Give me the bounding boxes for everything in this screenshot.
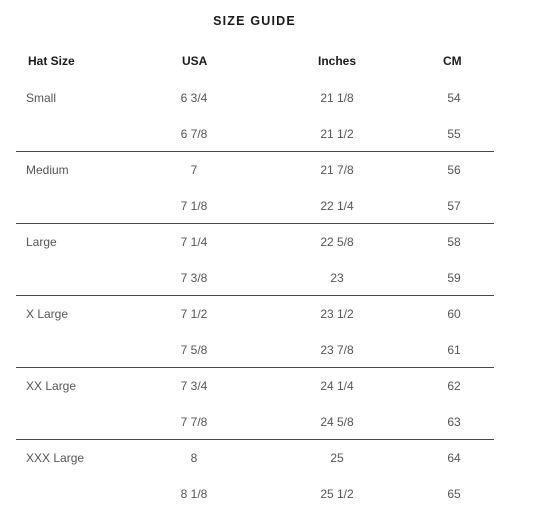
size-label: Small [26,91,57,105]
inches-value: 24 5/8 [320,415,354,429]
cm-value: 54 [447,91,461,105]
size-group-medium [0,152,533,224]
usa-value: 6 3/4 [180,91,208,105]
usa-value: 7 1/4 [180,235,208,249]
inches-value: 24 1/4 [320,379,354,393]
cm-value: 56 [447,163,461,177]
cm-value: 62 [447,379,461,393]
size-group-xxx-large [0,440,533,512]
header-inches: Inches [318,54,357,68]
cm-value: 63 [447,415,461,429]
table-header [0,54,533,70]
header-usa: USA [182,54,208,68]
cm-value: 59 [447,271,461,285]
size-table [0,80,533,512]
usa-value: 7 [190,163,198,177]
usa-value: 7 1/8 [180,199,208,213]
cm-value: 65 [447,487,461,501]
size-label: X Large [26,307,69,321]
inches-value: 25 [330,451,344,465]
cm-value: 61 [447,343,461,357]
inches-value: 21 7/8 [320,163,354,177]
usa-value: 7 5/8 [180,343,208,357]
inches-value: 23 1/2 [320,307,354,321]
cm-value: 64 [447,451,461,465]
usa-value: 6 7/8 [180,127,208,141]
cm-value: 55 [447,127,461,141]
size-label: XXX Large [26,451,85,465]
inches-value: 21 1/2 [320,127,354,141]
usa-value: 7 3/8 [180,271,208,285]
size-group-x-large [0,296,533,368]
usa-value: 7 7/8 [180,415,208,429]
size-label: Medium [26,163,69,177]
size-group-large [0,224,533,296]
inches-value: 23 [330,271,344,285]
inches-value: 23 7/8 [320,343,354,357]
cm-value: 58 [447,235,461,249]
page-title: SIZE GUIDE [213,14,296,28]
inches-value: 22 5/8 [320,235,354,249]
cm-value: 57 [447,199,461,213]
size-group-xx-large [0,368,533,440]
usa-value: 7 1/2 [180,307,208,321]
usa-value: 7 3/4 [180,379,208,393]
header-hat-size: Hat Size [28,54,75,68]
size-label: XX Large [26,379,77,393]
size-group-small [0,80,533,152]
usa-value: 8 1/8 [180,487,208,501]
header-cm: CM [443,54,462,68]
inches-value: 21 1/8 [320,91,354,105]
usa-value: 8 [190,451,198,465]
inches-value: 22 1/4 [320,199,354,213]
inches-value: 25 1/2 [320,487,354,501]
cm-value: 60 [447,307,461,321]
size-label: Large [26,235,57,249]
